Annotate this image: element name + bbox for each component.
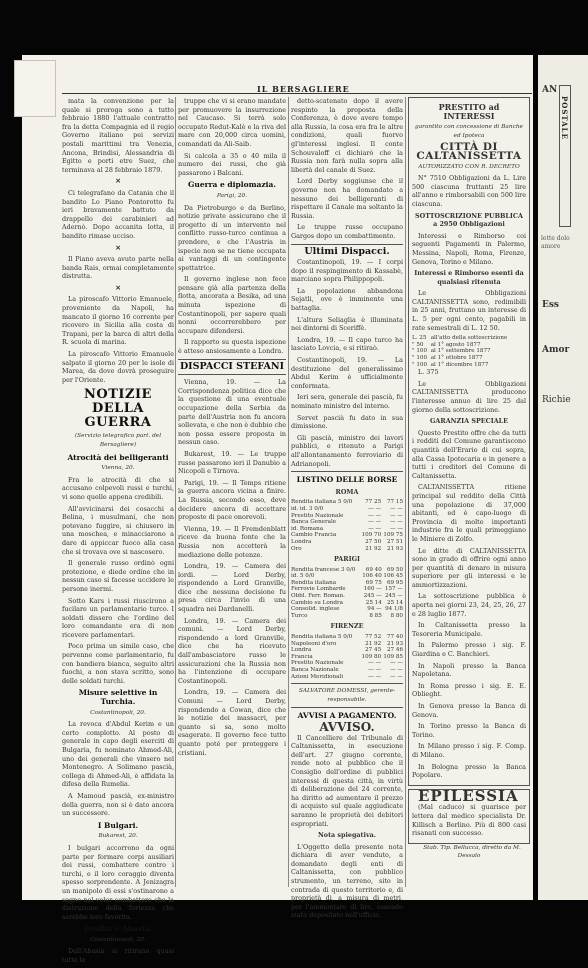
column-rule <box>405 97 406 887</box>
bourse-title: LISTINO DELLE BORSE <box>296 475 398 485</box>
table-row <box>291 499 403 506</box>
dateline: Bukarest, 20. <box>98 833 138 840</box>
table-cell: 69 40 <box>365 566 382 573</box>
article-title: Guerra e diplomazia. <box>188 180 276 190</box>
dispatch: La popolazione abbandona Sejatli, ove è imminente una battaglia. <box>291 286 403 313</box>
table-cell: 21 92 <box>365 545 382 552</box>
article-paragraph: Da Pietroburgo e da Berlino, notizie private assicurano che il progetto di un intervento nel conflitto russo-turco continua a prendere, e che l'Austria in ispecie non se ne tiene occupata ai vantaggi di un contingente spettatrice. <box>178 203 286 272</box>
ad-authorization: AUTORIZZATO CON R. DECRETO <box>418 163 520 170</box>
dateline: Costantinopoli, 20. <box>90 709 146 716</box>
article-paragraph: Lord Derby soggiunse che il governo non ha domandato a nessuno dei belligeranti di rispettare il Canale ma soltanto la Russia. <box>291 177 403 220</box>
table-cell: 21 93 <box>386 640 403 647</box>
table-cell: — — <box>368 660 382 667</box>
printer-imprint: Stab. Tip. Bellucca, diretto da M. Dessalo <box>423 844 521 860</box>
table-cell: — — <box>390 519 403 526</box>
table-cell: 77 40 <box>386 634 403 641</box>
table-row <box>291 647 403 654</box>
divider <box>178 374 286 375</box>
table-row <box>291 506 403 513</box>
table-cell: 27 51 <box>386 538 403 545</box>
table-cell: Rendita francese 3 0/0 <box>291 566 356 573</box>
divider <box>291 244 403 245</box>
table-cell: 77 25 <box>365 499 382 506</box>
table-row <box>291 532 403 539</box>
bank-item: In Torino presso la Banca di Torino. <box>412 722 526 739</box>
table-cell: L. 25 <box>412 335 427 342</box>
ad-text: Le Obbligazioni CALTANISSETTA producono l'interesse annuo di lire 25 dal giorno della sottoscrizione. <box>412 379 526 414</box>
article-paragraph: Il Piano aveva avuto parte nella banda Rais, ormai completamente distrutta. <box>62 255 174 281</box>
table-cell: Banca Generale <box>291 519 337 526</box>
table-row <box>291 567 403 574</box>
table-cell: Londra <box>291 538 312 545</box>
column-2 <box>178 97 286 760</box>
payment-schedule <box>412 335 526 368</box>
bank-item: In Caltanissetta presso la Tesoreria Municipale. <box>412 621 526 638</box>
section-headline: NOTIZIE DELLA GUERRA <box>84 387 152 431</box>
dispatch: Bukarest, 19. — Le truppe russe passarono ieri il Danubio a Nicopoli e Tirnova. <box>178 449 286 476</box>
table-cell: Azioni Meridionali <box>291 673 344 680</box>
table-cell: al 1° agosto 1877 <box>430 341 481 348</box>
strip-text-2: Ess <box>542 300 559 310</box>
dispatch: Vienna, 19. — La Corrispondenza politica dice che la questione di una eventuale occupazione della Serbia da parte dell'Austria non fu ancora sollevata, e che non è dubbio che non possa essere proposta in nessun caso. <box>178 378 286 447</box>
paper-fold <box>14 60 56 117</box>
bank-item: In Bologna presso la Banca Popolare. <box>412 762 526 780</box>
ad-text: Le ditte di CALTANISSETTA sono in grado di offrire ogni anno per quantità di denaro in misura superiore per gli interessi e le ammortizzazioni. <box>412 546 526 589</box>
strip-label: Amor <box>542 345 570 355</box>
article-paragraph: Ci telegrafano da Catania che il bandito Lo Piano Pontorotto fu ieri bravamente battuto da drappello dei carabinieri ad Adernò. Dopo accanita lotta, il bandito rimase ucciso. <box>62 188 174 240</box>
table-cell: Napoleoni d'oro <box>291 640 337 647</box>
dateline: Parigi, 20. <box>216 192 248 199</box>
article-paragraph: detto-scatenato dopo il avere respinto la proposta della Conferenza, è dove avere tempo alla Russia, la cosa era fra le altre condizioni, quali fuorvo gl'interessi inglesi. Il conte Schouvaloff ci dichiarò che la Russia non farà nulla sopra alla libertà del canale di Suez. <box>291 97 403 174</box>
table-row <box>291 539 403 546</box>
table-cell: — — <box>368 519 382 526</box>
strip-text-3: Richie <box>542 395 571 405</box>
table-row <box>291 586 403 593</box>
article-title: Atrocità dei belligeranti <box>67 452 169 462</box>
ad-text: Questo Prestito offre che da tutti i redditi del Comune garantiscono quantità dell'Erario di cui sopra, alla Cassa Ipotecaria e in genere a tutti i creditori del Comune di Caltanissetta. <box>412 428 526 480</box>
table-row <box>291 654 403 661</box>
epilepsy-advertisement <box>408 786 530 844</box>
table-cell: 69 95 <box>386 579 403 586</box>
ads-title: AVVISI A PAGAMENTO. <box>297 711 397 721</box>
dispatch: Parigi, 19. — Il Temps ritiene la guerra ancora vicina a finire. La Russia, secondo esso, deve decidere ancora di accettare proposte di pace onorevoli. <box>178 478 286 522</box>
article-title: I Bulgari. <box>97 820 139 830</box>
article-paragraph: Poco prima un simile caso, che pervenne come parlamentario, fu con bandiera bianca, seguito altri fuochi, a non stava scritto, sono delle soldati turchi. <box>62 642 174 685</box>
table-cell: all'atto della sottoscrizione <box>430 335 508 342</box>
separator-mark: ✕ <box>115 177 121 186</box>
notice-text: L'Oggetto della presente nota dichiara di aver venduto, a domandato degli enti di Caltanissetta, con pubblico strumento, un terreno, sito in contrada di questo territorio e, di proprietà di, a misura di metri, per l'ammontare di lire, essendo stato depositato nell'ufficio. <box>291 842 403 920</box>
table-row <box>291 613 403 620</box>
table-cell: 27 46 <box>386 647 403 654</box>
table-cell: 69 75 <box>365 579 382 586</box>
table-cell: — — <box>368 505 382 512</box>
table-cell: Francia <box>291 653 313 660</box>
ad-section: GARANZIA SPECIALE <box>429 417 509 426</box>
article-paragraph: Il rapporto su questa ispezione è atteso ansiosamente a Londra. <box>178 338 286 356</box>
table-cell: Ferrovie Lombarde <box>291 586 346 593</box>
table-cell: — — <box>368 667 382 673</box>
table-cell: " 50 <box>412 341 424 348</box>
dispatch: Vienna, 19. — Il Fremdenblatt riceve da buona fonte che la Russia non accetterà la mediazione delle potenze. <box>178 524 286 559</box>
table-row <box>291 606 403 613</box>
table-cell: Londra <box>291 647 312 654</box>
market-name: PARIGI <box>333 555 361 564</box>
table-cell: Rendita italiana <box>291 579 337 586</box>
table-cell: — — <box>390 525 403 532</box>
table-cell: Prestito Nazionale <box>291 660 344 667</box>
table-cell: Cambio su Londra <box>291 599 343 606</box>
dispatch: Costantinopoli, 19. — I corpi dopo il respingimento di Kassabè, marciano sopra Philippopoli. <box>291 258 403 284</box>
dispatch: Londra, 19. — Camera dei comuni. — Lord Derby, rispondendo a lord Granville, dice che ha ricevuto dall'ambasciatore russo le assicurazioni che la Russia non ha l'intenzione di occupare Costantinopoli. <box>178 616 286 685</box>
table-row <box>291 573 403 580</box>
article-paragraph: Sotto Kars i russi riuscirono a fucilare un parlamentario turco. I soldati dissero che l'ordine del loro comandante era di non ricevere parlamentari. <box>62 596 174 639</box>
table-cell: " 100 <box>412 355 428 362</box>
table-row <box>291 634 403 641</box>
table-cell: 8 80 <box>390 612 403 619</box>
column-4 <box>408 97 530 864</box>
table-cell: 27 45 <box>365 647 382 654</box>
table-cell: 109 70 <box>361 532 382 539</box>
article-title: Bosika e Abasia. <box>83 924 153 934</box>
table-cell: — — <box>390 512 403 519</box>
table-cell: 94 — <box>367 606 382 613</box>
ad-total: L. 375 <box>418 368 439 377</box>
article-paragraph: Il generale russo ordinò ogni protezione, e diede ordine che in nessun caso si facesse uccidere le persone inermi. <box>62 559 174 593</box>
table-row <box>412 355 526 362</box>
table-cell: " 100 <box>412 361 428 368</box>
dispatch: Costantinopoli, 19. — La destituzione del generalissimo Abdul Kerim è ufficialmente confermata. <box>291 356 403 390</box>
column-1 <box>62 97 174 968</box>
dispatch: Londra, 19. — Camera dei lordi. — Lord Derby, rispondendo a Lord Granville, dice che nessuna decisione fu presa circa l'invio di una squadra nei Dardanelli. <box>178 562 286 614</box>
article-paragraph: Il governo inglese non fece pensare già alla partenza della flotta, ancorata a Besika, ad una minuta ispezione di Costantinopoli, per sapere quali nonni occorrerebbero per accupare difendersi. <box>178 275 286 335</box>
bourse-table-roma <box>291 499 403 552</box>
table-cell: 106 40 <box>362 573 382 580</box>
masthead-title: IL BERSAGLIERE <box>257 84 350 94</box>
table-cell: " 100 <box>412 348 428 355</box>
table-cell: 77 15 <box>386 499 403 506</box>
ad-subtitle: garantito con concessione di Banche ed Ipoteca <box>414 124 523 139</box>
article-title: Misure selettive in Turchia. <box>78 688 158 707</box>
article-paragraph: I bulgari accorrono da ogni parte per formare corpi ausiliari dei russi, combattere contro i turchi, e il loro coraggio diventa spesso sorprendente. A Jenizagra un manipolo di essi s'ostinarono a segno nel voler combattere che la distruzione della fortezza che sarebbe loro favorita. <box>62 843 174 921</box>
table-cell: — — <box>368 525 382 532</box>
notice-title: Nota spiegativa. <box>317 831 377 840</box>
ad-text: La sottoscrizione pubblica è aperta nei giorni 23, 24, 25, 26, 27 e 28 luglio 1877. <box>412 592 526 618</box>
table-cell: al 1° ottobre 1877 <box>430 355 483 362</box>
bank-list <box>412 621 526 780</box>
market-name: FIRENZE <box>330 622 364 631</box>
table-row <box>412 348 526 355</box>
table-cell: Prestito Nazionale <box>291 512 344 519</box>
table-cell: 21 92 <box>365 640 382 647</box>
ad-text: N° 7510 Obbligazioni da L. Lire 500 ciascuna fruttanti 25 lire all'anno e rimborsabili con 500 lire ciascuna. <box>412 174 526 208</box>
table-cell: Rendita italiana 5 0/0 <box>291 634 353 641</box>
table-row <box>291 593 403 600</box>
strip-vertical-text: POSTALE <box>560 96 569 140</box>
column-rule <box>288 97 289 887</box>
ad-text: Le Obbligazioni CALTANISSETTA sono, redimibili in 25 anni, fruttano un interesse di L. 5 per ogni cento, pagabili in rate semestrali di L. 12 50. <box>412 289 526 332</box>
dispatch: L'altura Seliaglia è illuminata nei dintorni di Sceriffè. <box>291 315 403 333</box>
header-rule <box>62 93 532 94</box>
divider <box>291 471 403 472</box>
table-cell: Banca Nazionale <box>291 667 339 673</box>
article-paragraph: Le truppe russe occupano Gargos dopo un combattimento. <box>291 223 403 240</box>
dateline: Costantinopoli, 20. <box>90 936 146 943</box>
table-row <box>291 519 403 526</box>
divider <box>291 683 403 684</box>
table-cell: 69 50 <box>386 566 403 573</box>
divider <box>178 359 286 360</box>
table-cell: 245 — <box>363 593 382 600</box>
ad-text: (Mal caduco) si guarisce per lettera dal medico specialista Dr. Killisch a Berlino. Più di 800 casi risanati con successo. <box>412 803 526 838</box>
ad-text: Interessi e Rimborso coi seguenti Pagamenti in Palermo, Messina, Napoli, Roma, Firenze, Genova, Torino e Milano. <box>412 231 526 266</box>
bank-item: In Milano presso i sig. F. Comp. di Milano. <box>412 742 526 759</box>
table-row <box>412 342 526 349</box>
table-cell: — — <box>390 667 403 673</box>
article-paragraph: A Mamoud pascià, ex-ministro della guerra, non si è dato ancora un successore. <box>62 791 174 818</box>
market-name: ROMA <box>335 487 359 496</box>
table-row <box>291 660 403 667</box>
table-row <box>291 667 403 674</box>
article-paragraph: mata la convenzione per la quale si proroga sono a tutto febbraio 1880 l'attuale contratto fra la detta Compagnia ed il regio Governo italiano pei servizi postali marittimi tra Venezia, Ancona, Brindisi, Alessandria di Egitto e porti etre Suez, che terminava al 28 febbraio 1879. <box>62 97 174 174</box>
article-paragraph: La revoca d'Abdul Kerim e un certo complotto. Al posto di generale in capo degli eserciti di Bulgaria, fu nominato Ahmed-Ali, uno dei generali che vinsero nel Montenegro. A Solimano pascià, collega di Ahmed-Ali, è affidata la difesa della Rumelia. <box>62 720 174 789</box>
table-cell: 109 80 <box>361 653 382 660</box>
article-paragraph: La piroscafo Vittorio Emanuele, proveniente da Napoli, ha mancato il giorno 16 corrente per ricovero in Sicilia alla costa di Trapani, per la barca di altri della R. scuola di marina. <box>62 295 174 347</box>
table-cell: 27 50 <box>365 538 382 545</box>
strip-top-text: AN <box>542 85 558 95</box>
table-cell: — — <box>368 512 382 519</box>
column-rule <box>175 97 176 887</box>
table-cell: Cambio Francia <box>291 532 337 539</box>
separator-mark: ✕ <box>115 243 121 252</box>
dispatch: Servet pascià fu dato in sua dimissione. <box>291 413 403 431</box>
table-cell: Consolid. inglese <box>291 606 340 613</box>
article-paragraph: Fra le atrocità di che si accusano colpevoli russi e turchi, vi sono quelle appena credibili. <box>62 475 174 501</box>
loan-advertisement <box>408 97 530 786</box>
ad-city: CITTÀ DI CALTANISSETTA <box>416 141 522 162</box>
article-paragraph: truppe che vi si erano mandate per promuovere la insurrezione nel Caucaso. Si terrà solo occupato Redut-Kalè e la riva del mare con 20,000 circa uomini, comandati da Ali-Saib. <box>178 97 286 148</box>
article-paragraph: All'avvicinarsi dei cosacchi a Belina, i musulmani, che non potevano fuggire, si chiusero in una moschea, e minacciarono a dare di appiccar fuoco alla casa che si trovava ove si nascosero. <box>62 504 174 556</box>
table-cell: 245 — <box>384 593 403 600</box>
table-cell: 25 14 <box>365 599 382 606</box>
table-cell: — — <box>390 673 403 680</box>
notice-title: AVVISO. <box>319 719 375 734</box>
table-cell: Turco <box>291 612 308 619</box>
article-paragraph: La piroscafo Vittorio Emanuele salpato il giorno 20 per le isole di Marea, da dove dovrà proseguire per l'Oriente. <box>62 350 174 384</box>
dispatch: Londra, 19. — Il capo turco ha lasciato Lovcia, e si ritiraò. <box>291 335 403 353</box>
dispatch: Gli pascià, ministro dei lavori pubblici, e ritenuto a Parigi all'allontanamento ferroviario di Adrianopoli. <box>291 433 403 468</box>
table-cell: — — <box>368 673 382 680</box>
bank-item: In Roma presso i sig. E. E. Oblieght. <box>412 681 526 699</box>
table-cell: 25 14 <box>386 599 403 606</box>
table-cell: 94 1/8 <box>385 606 403 613</box>
ad-headline: EPILESSIA <box>418 786 519 805</box>
section-headline: DISPACCI STEFANI <box>179 360 285 372</box>
table-cell: 21 93 <box>386 545 403 552</box>
ad-title: PRESTITO ad INTERESSI <box>438 102 500 121</box>
table-cell: 109 75 <box>383 532 403 539</box>
table-cell: 157 — <box>384 586 403 593</box>
dispatch: Londra, 19. — Camera dei Comuni — Lord Derby, rispondendo a Cowan, dice che le notizie dei massacri, per quanto si sa, sono molto esagerate. Il governo fece tutto quanto poté per proteggere i cristiani. <box>178 688 286 757</box>
table-cell: 8 85 <box>369 612 382 619</box>
table-cell: id. Romana <box>291 525 324 532</box>
table-row <box>291 641 403 648</box>
bourse-table-parigi <box>291 567 403 620</box>
section-headline: Ultimi Dispacci. <box>304 245 390 257</box>
strip-text-1: lette dolo amore <box>541 235 570 250</box>
table-cell: al 1° settembre 1877 <box>430 348 491 355</box>
article-paragraph: Si calcola a 35 o 40 mila il numero dei russi, che già passarono i Balcani. <box>178 151 286 177</box>
table-row <box>291 526 403 533</box>
dispatch: Ieri sera, generale dei pascià, fu nominato ministro del interno. <box>291 393 403 410</box>
section-subhead: (Servizio telegrafico part. del Bersagliere) <box>74 433 162 448</box>
table-cell: Rendita italiana 5 0/0 <box>291 499 353 506</box>
gerente-line: SALVATORE DOMESSI, gerente-responsabile. <box>298 688 396 703</box>
table-cell: id. 5 0/0 <box>291 573 315 580</box>
table-cell: 109 85 <box>383 653 403 660</box>
article-paragraph: Dall'Abasia si ritirano quasi tutte le <box>62 947 174 965</box>
bank-item: In Napoli presso la Banca Napoletana. <box>412 661 526 679</box>
strip-vertical-box <box>559 85 571 227</box>
table-row <box>291 513 403 520</box>
table-row <box>291 546 403 553</box>
table-cell: — — <box>390 660 403 667</box>
notice-text: Il Cancelliere del Tribunale di Caltanissetta, in esecuzione dell'art. 27 giugno corrente, rende noto al pubblico che il Consiglio dell'ordine di pubblici interessi di questa città, in virtù di deliberazione del 24 corrente, ha diritto ad aumentare il prezzo di acquisto sul quale aggiudicate saranno le proprietà dei debitori espropriati. <box>291 733 403 828</box>
table-cell: Obbl. Ferr. Roman. <box>291 593 345 600</box>
table-cell: id. id. 3 0/0 <box>291 505 324 512</box>
table-row <box>291 674 403 681</box>
table-cell: Oro <box>291 545 302 552</box>
table-cell: — — <box>390 505 403 512</box>
column-3 <box>291 97 403 923</box>
table-cell: al 1° dicembre 1877 <box>430 361 489 368</box>
table-row <box>412 362 526 369</box>
bourse-table-firenze <box>291 634 403 680</box>
table-row <box>291 580 403 587</box>
table-cell: 106 45 <box>383 573 403 580</box>
table-row <box>291 600 403 607</box>
table-cell: 160 — <box>363 586 382 593</box>
ad-section: Interessi e Rimborso esenti da qualsiasi ritenuta <box>414 269 524 286</box>
bank-item: In Genova presso la Banca di Genova. <box>412 702 526 719</box>
dateline: Vienna, 20. <box>101 465 135 472</box>
adjacent-page-strip <box>538 55 588 900</box>
separator-mark: ✕ <box>115 283 121 292</box>
divider <box>291 707 403 708</box>
bank-item: In Palermo presso i sig. F. Giardina e C. Banchieri. <box>412 641 526 659</box>
ad-text: CALTANISSETTA ritiene principal sul reddito della Città una popolazione di 37,000 abitanti, ed è capo-luogo di Provincia di molte importanti industrie fra le quali primeggiano le Miniere di Zolfo. <box>412 483 526 543</box>
ad-subscription: SOTTOSCRIZIONE PUBBLICA a 2950 Obbligazioni <box>415 211 523 229</box>
table-cell: 77 52 <box>365 634 382 641</box>
table-row <box>412 335 526 342</box>
